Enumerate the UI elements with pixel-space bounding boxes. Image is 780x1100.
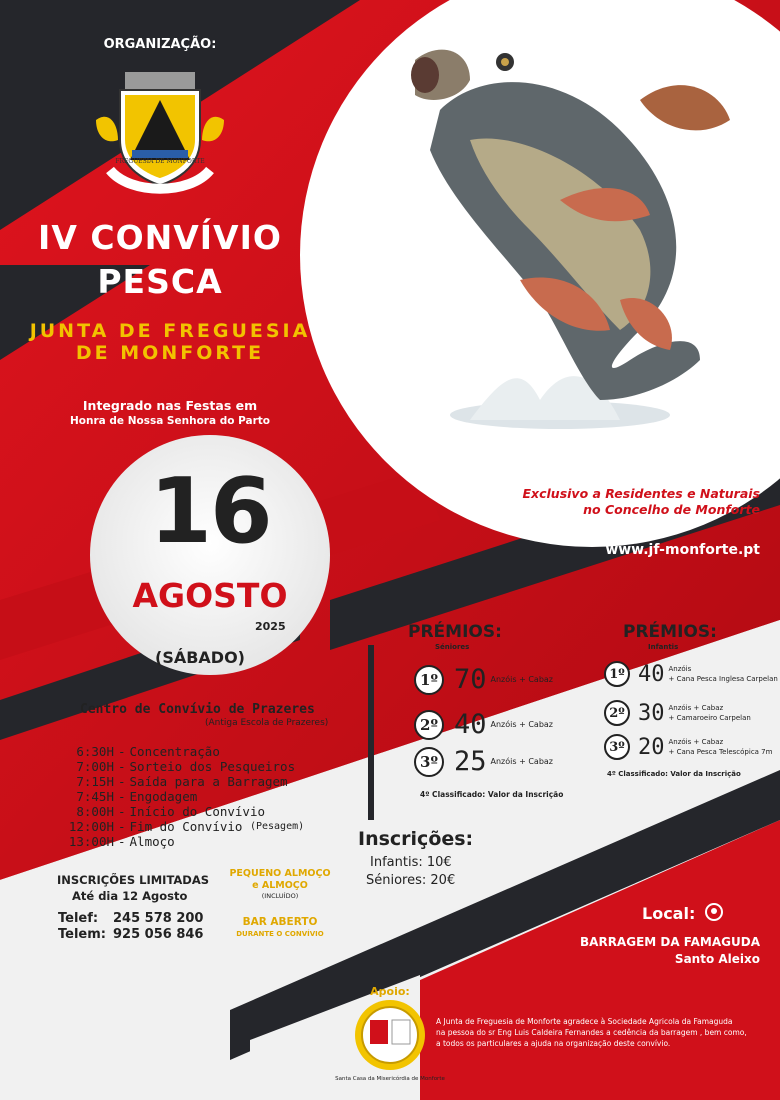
phone-number[interactable]: 245 578 200	[113, 911, 204, 926]
bar-line1: BAR ABERTO	[242, 916, 318, 928]
divider-bar	[368, 645, 374, 820]
schedule-row: 8:00H - Início do Convívio	[76, 804, 265, 819]
venue-name: Centro de Convívio de Prazeres	[80, 702, 315, 717]
date-month: AGOSTO	[132, 576, 288, 615]
schedule-row: 6:30H - Concentração	[76, 744, 220, 759]
support-seal	[355, 1000, 425, 1070]
prize-child-1: 1º 40 Anzóis + Cana Pesca Inglesa Carpelan	[604, 661, 778, 687]
breakfast-note: (INCLUÍDO)	[261, 892, 299, 900]
date-year: 2025	[255, 620, 286, 633]
schedule-row: 13:00H - Almoço	[68, 834, 175, 849]
support-label: Apoio:	[370, 985, 410, 998]
breakfast-line2: e ALMOÇO	[252, 880, 308, 891]
medal-third-icon: 3º	[414, 747, 444, 777]
location-line1: BARRAGEM DA FAMAGUDA	[580, 935, 760, 949]
prize-senior-3: 3º 25 Anzóis + Cabaz	[414, 746, 553, 777]
prizes-seniors-fourth: 4º Classificado: Valor da Inscrição	[420, 790, 564, 799]
schedule-list	[44, 744, 304, 849]
date-weekday: (SÁBADO)	[155, 648, 245, 667]
prize-senior-1: 1º 70 Anzóis + Cabaz	[414, 664, 553, 695]
breakfast-line1: PEQUENO ALMOÇO	[229, 868, 331, 879]
schedule-row: 12:00H - Fim do Convívio (Pesagem)	[68, 819, 305, 834]
support-sponsor: Santa Casa da Misericórdia de Monforte	[335, 1076, 445, 1082]
integrated-line1: Integrado nas Festas em	[82, 398, 258, 413]
bar-line2: DURANTE O CONVÍVIO	[236, 930, 324, 938]
phone-label: Telef:	[58, 911, 99, 926]
exclusive-line2: no Concelho de Monforte	[583, 502, 760, 517]
schedule-row: 7:45H - Engodagem	[76, 789, 198, 804]
support-thanks: A Junta de Freguesia de Monforte agradece à Sociedade Agricola da Famaguda na pessoa do sr Eng Luis Caldeira Fernandes a cedência da barragem , bem como, a todos os particulares a ajuda na organização deste convívio.	[436, 1017, 747, 1048]
prize-child-2: 2º 30 Anzóis + Cabaz + Camaroeiro Carpelan	[604, 700, 751, 726]
org-name-line1: JUNTA DE FREGUESIA	[29, 320, 311, 342]
medal-second-icon: 2º	[414, 710, 444, 740]
integrated-line2: Honra de Nossa Senhora do Parto	[70, 415, 270, 427]
crest-text: FREGUESIA DE MONFORTE	[115, 158, 205, 165]
location-label: Local:	[642, 904, 696, 923]
registration-limited: INSCRIÇÕES LIMITADAS	[57, 873, 210, 887]
schedule-row: 7:00H - Sorteio dos Pesqueiros	[76, 759, 296, 774]
medal-first-icon: 1º	[414, 665, 444, 695]
website-link[interactable]: www.jf-monforte.pt	[605, 542, 760, 558]
organizer-label: ORGANIZAÇÃO:	[103, 37, 217, 52]
org-name-line2: DE MONFORTE	[75, 342, 265, 364]
registration-title: Inscrições:	[358, 828, 474, 850]
mobile-label: Telem:	[58, 927, 106, 942]
prizes-children-title: PRÉMIOS:	[623, 622, 717, 642]
prize-senior-2: 2º 40 Anzóis + Cabaz	[414, 709, 553, 740]
schedule-row: 7:15H - Saída para a Barragem	[76, 774, 288, 789]
venue-note: (Antiga Escola de Prazeres)	[205, 718, 329, 728]
event-title-line1: IV CONVÍVIO	[38, 218, 282, 257]
medal-second-icon: 2º	[604, 700, 630, 726]
event-title-line2: PESCA	[97, 262, 223, 301]
date-day: 16	[149, 459, 271, 564]
prizes-children-fourth: 4º Classificado: Valor da Inscrição	[607, 770, 741, 778]
location-line2: Santo Aleixo	[674, 952, 760, 966]
prizes-children-subtitle: Infantis	[648, 643, 679, 651]
registration-seniors: Séniores: 20€	[366, 873, 456, 888]
exclusive-line1: Exclusivo a Residentes e Naturais	[522, 486, 760, 501]
prizes-seniors-subtitle: Séniores	[435, 643, 470, 651]
medal-first-icon: 1º	[604, 661, 630, 687]
mobile-number[interactable]: 925 056 846	[113, 927, 204, 942]
prizes-seniors-title: PRÉMIOS:	[408, 622, 502, 642]
prize-child-3: 3º 20 Anzóis + Cabaz + Cana Pesca Telescópica 7m	[604, 734, 772, 760]
registration-deadline: Até dia 12 Agosto	[72, 889, 188, 903]
registration-children: Infantis: 10€	[370, 855, 452, 870]
medal-third-icon: 3º	[604, 734, 630, 760]
